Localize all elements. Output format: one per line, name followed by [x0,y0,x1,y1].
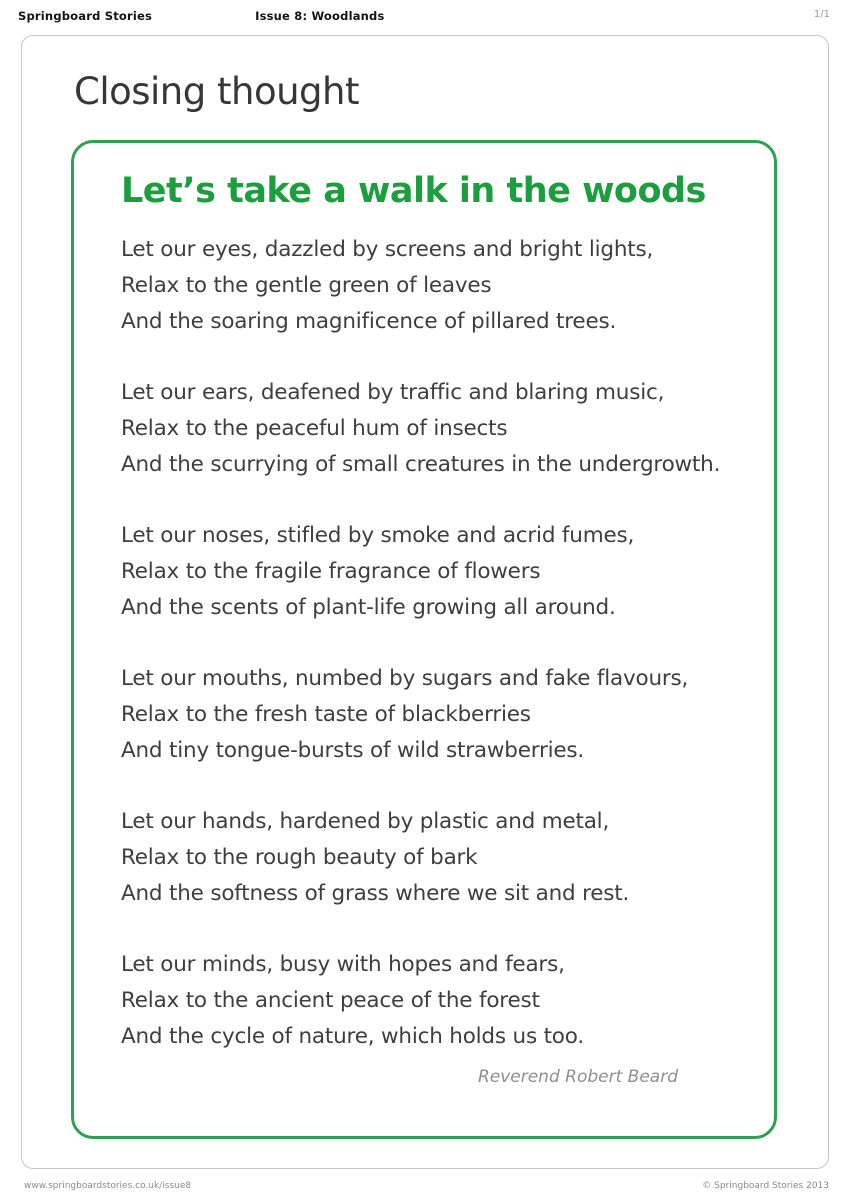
poem-line: Relax to the fresh taste of blackberries [121,702,531,727]
poem-box [71,140,777,1139]
poem-line: Let our noses, stifled by smoke and acrid fumes, [121,523,635,548]
page-indicator: 1/1 [813,9,830,20]
poem-stanza [121,947,730,1055]
poem-line: Relax to the peaceful hum of insects [121,416,508,441]
footer-copyright: © Springboard Stories 2013 [702,1181,829,1191]
page-card [21,35,829,1169]
poem-stanza [121,232,730,340]
poem-line: Relax to the fragile fragrance of flowers [121,559,541,584]
poem-line: Let our mouths, numbed by sugars and fake flavours, [121,666,689,691]
poem-line: Let our eyes, dazzled by screens and bright lights, [121,237,654,262]
poem-line: And the scents of plant-life growing all around. [121,595,616,620]
poem-heading: Let’s take a walk in the woods [121,171,706,211]
document-footer [0,1169,850,1191]
poem-line: And the cycle of nature, which holds us too. [121,1024,584,1049]
poem-line: Let our minds, busy with hopes and fears, [121,952,565,977]
document-header [0,0,850,34]
poem-attribution: Reverend Robert Beard [477,1067,678,1087]
poem-line: Relax to the gentle green of leaves [121,273,492,298]
page-title: Closing thought [74,70,359,113]
poem-line: Relax to the rough beauty of bark [121,845,478,870]
brand-name: Springboard Stories [18,9,153,23]
poem-stanza [121,518,730,626]
poem-line: And tiny tongue-bursts of wild strawberries. [121,738,585,763]
poem-line: Let our hands, hardened by plastic and metal, [121,809,610,834]
poem-line: Relax to the ancient peace of the forest [121,988,540,1013]
poem-stanza [121,661,730,769]
poem-line: And the softness of grass where we sit and rest. [121,881,630,906]
poem-stanza [121,804,730,912]
footer-url: www.springboardstories.co.uk/issue8 [24,1181,192,1191]
issue-title: Issue 8: Woodlands [255,9,385,23]
poem-stanza [121,375,730,483]
poem-line: Let our ears, deafened by traffic and blaring music, [121,380,665,405]
poem-line: And the soaring magnificence of pillared trees. [121,309,617,334]
poem-line: And the scurrying of small creatures in the undergrowth. [121,452,721,477]
